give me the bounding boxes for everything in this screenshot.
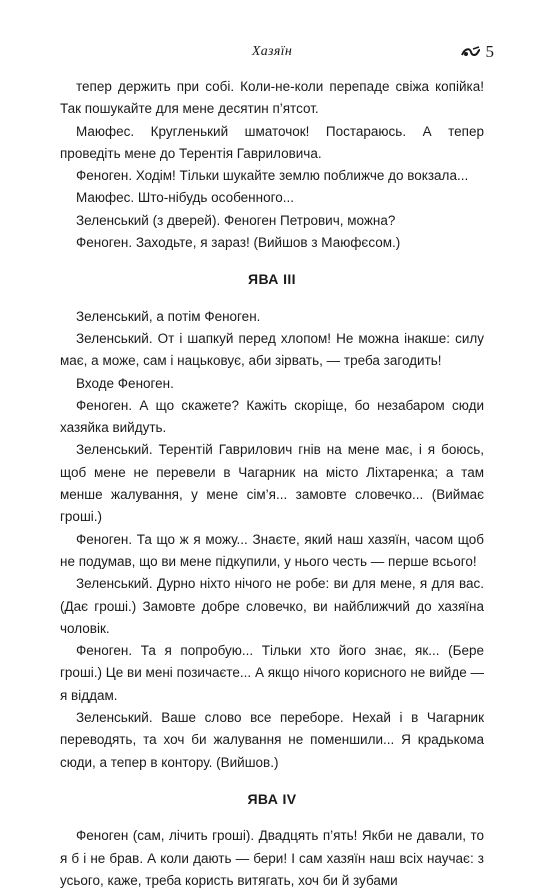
- paragraph: Зеленський. Ваше слово все переборе. Нехай і в Чагарник переводять, та хоч би жалування не поменшили... Я крадькома сюди, а тепер в контору. (Вийшов.): [60, 710, 484, 770]
- play-text: [60, 76, 484, 892]
- paragraph: Зеленський. От і шапкуй перед хлопом! Не можна інакше: силу має, а може, сам і нацьковує, аби зірвать, — треба загодить!: [60, 330, 484, 369]
- paragraph: Входе Феноген.: [76, 375, 174, 391]
- paragraph: Маюфес. Кругленький шматочок! Постараюсь. А тепер проведіть мене до Терентія Гавриловича.: [60, 123, 484, 161]
- scene-heading: ЯВА IV: [247, 790, 297, 807]
- scene-heading: ЯВА ІІІ: [248, 271, 296, 288]
- page-number: 5: [485, 42, 494, 61]
- ornament-swirl-icon: [461, 46, 481, 58]
- page-header-right: [461, 42, 495, 62]
- paragraph: тепер держить при собі. Коли-не-коли перепаде свіжа копійка! Так пошукайте для мене десятин п’ятсот.: [60, 79, 484, 117]
- paragraph: Зеленський. Терентій Гаврилович гнів на мене має, і я боюсь, щоб мене не перевели в Чагарник на місто Ліхтаренка; а там менше жалування, у мене сім’я... замовте словечко... (Виймає гроші.): [60, 442, 484, 525]
- paragraph: Феноген. Ходім! Тільки шукайте землю поближче до вокзала...: [76, 168, 469, 184]
- paragraph: Маюфес. Што-нібудь особенного...: [76, 190, 294, 206]
- paragraph: Феноген. Та що ж я можу... Знаєте, який наш хазяїн, часом щоб не подумав, що ви мене підкупили, у нього честь — перше всього!: [60, 531, 484, 569]
- paragraph: Феноген. А що скажете? Кажіть скоріще, бо незабаром сюди хазяйка вийдуть.: [60, 397, 484, 436]
- paragraph: Феноген. Заходьте, я зараз! (Вийшов з Маюфєсом.): [76, 235, 401, 251]
- paragraph: Зеленський. Дурно ніхто нічого не робе: ви для мене, я для вас. (Дає гроші.) Замовте добре словечко, ви найближчий до хазяїна чоловік.: [60, 576, 484, 636]
- paragraph: Зеленський, а потім Феноген.: [76, 308, 261, 324]
- paragraph: Феноген. Та я попробую... Тільки хто його знає, як... (Бере гроші.) Це ви мені позичаєте... А якщо нічого корисного не вийде — я віддам.: [60, 643, 484, 703]
- paragraph: Феноген (сам, лічить гроші). Двадцять п’ять! Якби не давали, то я б і не брав. А коли дають — бери! І сам хазяїн наш всіх научає: з усього, каже, треба користь витягать, хоч би й зубами: [60, 828, 484, 888]
- paragraph: Зеленський (з дверей). Феноген Петрович, можна?: [76, 212, 396, 228]
- running-header-title: Хазяїн: [251, 44, 293, 59]
